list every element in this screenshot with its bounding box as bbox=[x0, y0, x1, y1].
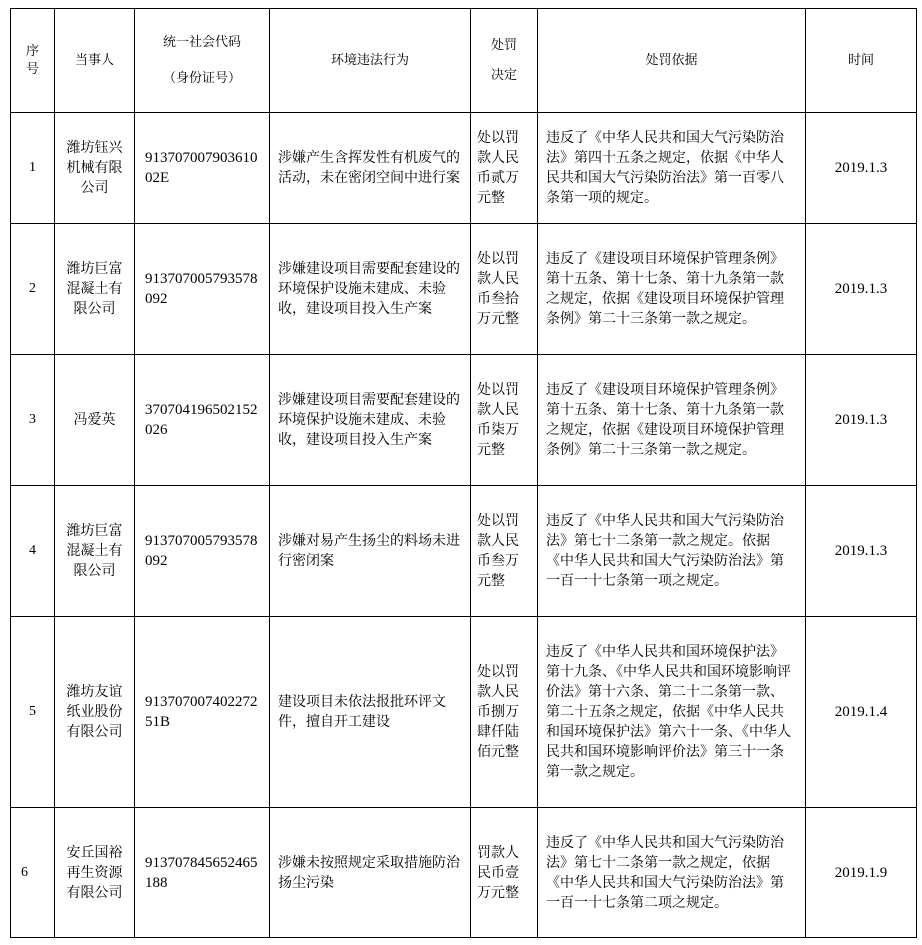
header-no bbox=[11, 9, 55, 113]
row-number: 4 bbox=[11, 486, 55, 617]
party-cell: 冯爱英 bbox=[55, 355, 135, 486]
header-row bbox=[11, 9, 917, 113]
table-row bbox=[11, 808, 917, 938]
decision-cell: 罚款人民币壹万元整 bbox=[471, 808, 538, 938]
decision-cell: 处以罚款人民币叁拾万元整 bbox=[471, 224, 538, 355]
header-time: 时间 bbox=[806, 9, 917, 113]
header-code bbox=[135, 9, 270, 113]
header-no-line1: 序 bbox=[25, 43, 39, 59]
code-cell: 91370700740227251B bbox=[135, 617, 270, 808]
violation-cell: 涉嫌未按照规定采取措施防治扬尘污染 bbox=[270, 808, 471, 938]
time-cell: 2019.1.3 bbox=[806, 355, 917, 486]
violation-cell: 涉嫌建设项目需要配套建设的环境保护设施未建成、未验收，建设项目投入生产案 bbox=[270, 355, 471, 486]
header-code-line2: （身份证号） bbox=[162, 70, 241, 86]
table-row bbox=[11, 617, 917, 808]
header-code-line1: 统一社会代码 bbox=[162, 34, 241, 50]
party-cell: 潍坊钰兴机械有限公司 bbox=[55, 113, 135, 224]
time-cell: 2019.1.3 bbox=[806, 113, 917, 224]
time-cell: 2019.1.3 bbox=[806, 486, 917, 617]
row-number: 2 bbox=[11, 224, 55, 355]
basis-cell: 违反了《中华人民共和国大气污染防治法》第四十五条之规定，依据《中华人民共和国大气污染防治法》第一百零八条第一项的规定。 bbox=[538, 113, 806, 224]
penalty-table bbox=[10, 8, 917, 938]
header-violation: 环境违法行为 bbox=[270, 9, 471, 113]
violation-cell: 涉嫌对易产生扬尘的料场未进行密闭案 bbox=[270, 486, 471, 617]
time-cell: 2019.1.4 bbox=[806, 617, 917, 808]
code-cell: 913707005793578092 bbox=[135, 486, 270, 617]
violation-cell: 涉嫌产生含挥发性有机废气的活动，未在密闭空间中进行案 bbox=[270, 113, 471, 224]
table-row bbox=[11, 224, 917, 355]
basis-cell: 违反了《中华人民共和国大气污染防治法》第七十二条第一款之规定，依据《中华人民共和国大气污染防治法》第一百一十七条第二项之规定。 bbox=[538, 808, 806, 938]
header-decision-line1: 处罚 bbox=[490, 37, 517, 53]
party-cell: 潍坊巨富混凝土有限公司 bbox=[55, 486, 135, 617]
row-number: 6 bbox=[11, 808, 55, 938]
code-cell: 370704196502152026 bbox=[135, 355, 270, 486]
basis-cell: 违反了《中华人民共和国环境保护法》第十九条、《中华人民共和国环境影响评价法》第十六条、第二十二条第一款、第二十五条之规定，依据《中华人民共和国环境保护法》第六十一条、《中华人民共和国环境影响评价法》第三十一条第一款之规定。 bbox=[538, 617, 806, 808]
party-cell: 安丘国裕再生资源有限公司 bbox=[55, 808, 135, 938]
code-cell: 913707845652465188 bbox=[135, 808, 270, 938]
party-cell: 潍坊巨富混凝土有限公司 bbox=[55, 224, 135, 355]
header-no-line2: 号 bbox=[25, 61, 39, 77]
row-number: 5 bbox=[11, 617, 55, 808]
basis-cell: 违反了《中华人民共和国大气污染防治法》第七十二条第一款之规定。依据《中华人民共和国大气污染防治法》第一百一十七条第一项之规定。 bbox=[538, 486, 806, 617]
row-number: 3 bbox=[11, 355, 55, 486]
time-cell: 2019.1.3 bbox=[806, 224, 917, 355]
header-decision-line2: 决定 bbox=[490, 67, 517, 83]
decision-cell: 处以罚款人民币贰万元整 bbox=[471, 113, 538, 224]
violation-cell: 涉嫌建设项目需要配套建设的环境保护设施未建成、未验收，建设项目投入生产案 bbox=[270, 224, 471, 355]
table-row bbox=[11, 355, 917, 486]
code-cell: 91370700790361002E bbox=[135, 113, 270, 224]
decision-cell: 处以罚款人民币叁万元整 bbox=[471, 486, 538, 617]
header-basis: 处罚依据 bbox=[538, 9, 806, 113]
basis-cell: 违反了《建设项目环境保护管理条例》第十五条、第十七条、第十九条第一款之规定，依据《建设项目环境保护管理条例》第二十三条第一款之规定。 bbox=[538, 355, 806, 486]
table-row bbox=[11, 486, 917, 617]
decision-cell: 处以罚款人民币柒万元整 bbox=[471, 355, 538, 486]
code-cell: 913707005793578092 bbox=[135, 224, 270, 355]
party-cell: 潍坊友谊纸业股份有限公司 bbox=[55, 617, 135, 808]
table-row bbox=[11, 113, 917, 224]
violation-cell: 建设项目未依法报批环评文件，擅自开工建设 bbox=[270, 617, 471, 808]
time-cell: 2019.1.9 bbox=[806, 808, 917, 938]
basis-cell: 违反了《建设项目环境保护管理条例》第十五条、第十七条、第十九条第一款之规定，依据《建设项目环境保护管理条例》第二十三条第一款之规定。 bbox=[538, 224, 806, 355]
decision-cell: 处以罚款人民币捌万肆仟陆佰元整 bbox=[471, 617, 538, 808]
header-party: 当事人 bbox=[55, 9, 135, 113]
row-number: 1 bbox=[11, 113, 55, 224]
header-decision bbox=[471, 9, 538, 113]
